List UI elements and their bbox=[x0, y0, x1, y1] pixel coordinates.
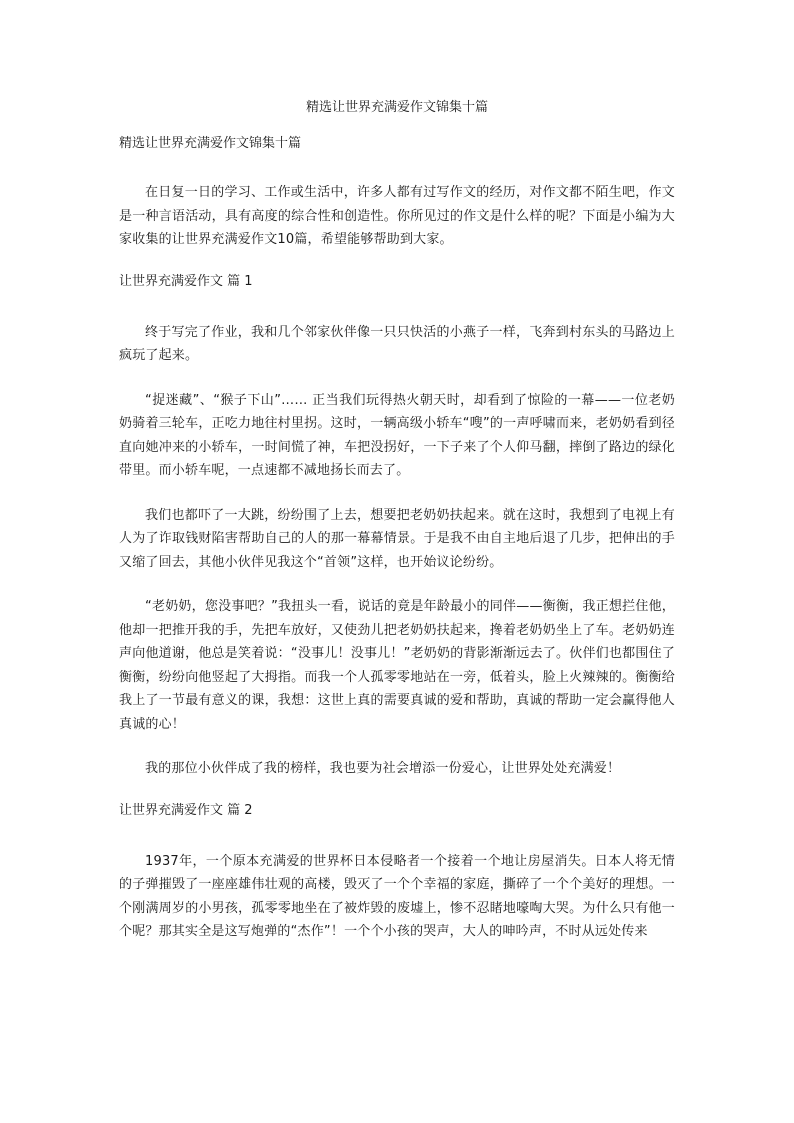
section-1-paragraph: 我们也都吓了一大跳，纷纷围了上去，想要把老奶奶扶起来。就在这时，我想到了电视上有人为了诈取钱财陷害帮助自己的人的那一幕幕情景。于是我不由自主地后退了几步，把伸出的手又缩了回去，其他小伙伴见我这个“首领”这样，也开始议论纷纷。 bbox=[119, 507, 675, 570]
intro-paragraph: 在日复一日的学习、工作或生活中，许多人都有过写作文的经历，对作文都不陌生吧，作文是一种言语活动，具有高度的综合性和创造性。你所见过的作文是什么样的呢？下面是小编为大家收集的让世界充满爱作文10篇，希望能够帮助到大家。 bbox=[119, 185, 675, 247]
section-1-paragraph: “老奶奶，您没事吧？”我扭头一看，说话的竟是年龄最小的同伴——衡衡，我正想拦住他，他却一把推开我的手，先把车放好，又使劲儿把老奶奶扶起来，搀着老奶奶坐上了车。老奶奶连声向他道谢，他总是笑着说：“没事儿！没事儿！”老奶奶的背影渐渐远去了。伙伴们也都围住了衡衡，纷纷向他竖起了大拇指。而我一个人孤零零地站在一旁，低着头，脸上火辣辣的。衡衡给我上了一节最有意义的课，我想：这世上真的需要真诚的爱和帮助，真诚的帮助一定会赢得他人真诚的心！ bbox=[119, 599, 675, 732]
section-heading-1: 让世界充满爱作文 篇 1 bbox=[119, 273, 253, 289]
section-2-paragraph: 1937年，一个原本充满爱的世界杯日本侵略者一个接着一个地让房屋消失。日本人将无情的子弹摧毁了一座座雄伟壮观的高楼，毁灭了一个个幸福的家庭，撕碎了一个个美好的理想。一个刚满周岁的小男孩，孤零零地坐在了被炸毁的废墟上，惨不忍睹地嚎啕大哭。为什么只有他一个呢？那其实全是这写炮弹的“杰作”！一个个小孩的哭声，大人的呻吟声，不时从远处传来 bbox=[119, 853, 675, 939]
document-body bbox=[119, 135, 675, 965]
section-1-paragraph: “捉迷藏”、“猴子下山”…… 正当我们玩得热火朝天时，却看到了惊险的一幕——一位老奶奶骑着三轮车，正吃力地往村里拐。这时，一辆高级小轿车“嗖”的一声呼啸而来，老奶奶看到径直向她冲来的小轿车，一时间慌了神，车把没拐好，一下子来了个人仰马翻，摔倒了路边的绿化带里。而小轿车呢，一点速都不减地扬长而去了。 bbox=[119, 392, 675, 478]
section-1-paragraph: 我的那位小伙伴成了我的榜样，我也要为社会增添一份爱心，让世界处处充满爱！ bbox=[145, 761, 621, 776]
document-title: 精选让世界充满爱作文锦集十篇 bbox=[305, 100, 488, 115]
section-heading-2: 让世界充满爱作文 篇 2 bbox=[119, 802, 253, 818]
section-1-paragraph: 终于写完了作业，我和几个邻家伙伴像一只只快活的小燕子一样，飞奔到村东头的马路边上疯玩了起来。 bbox=[119, 324, 675, 363]
document-subtitle: 精选让世界充满爱作文锦集十篇 bbox=[119, 136, 302, 151]
